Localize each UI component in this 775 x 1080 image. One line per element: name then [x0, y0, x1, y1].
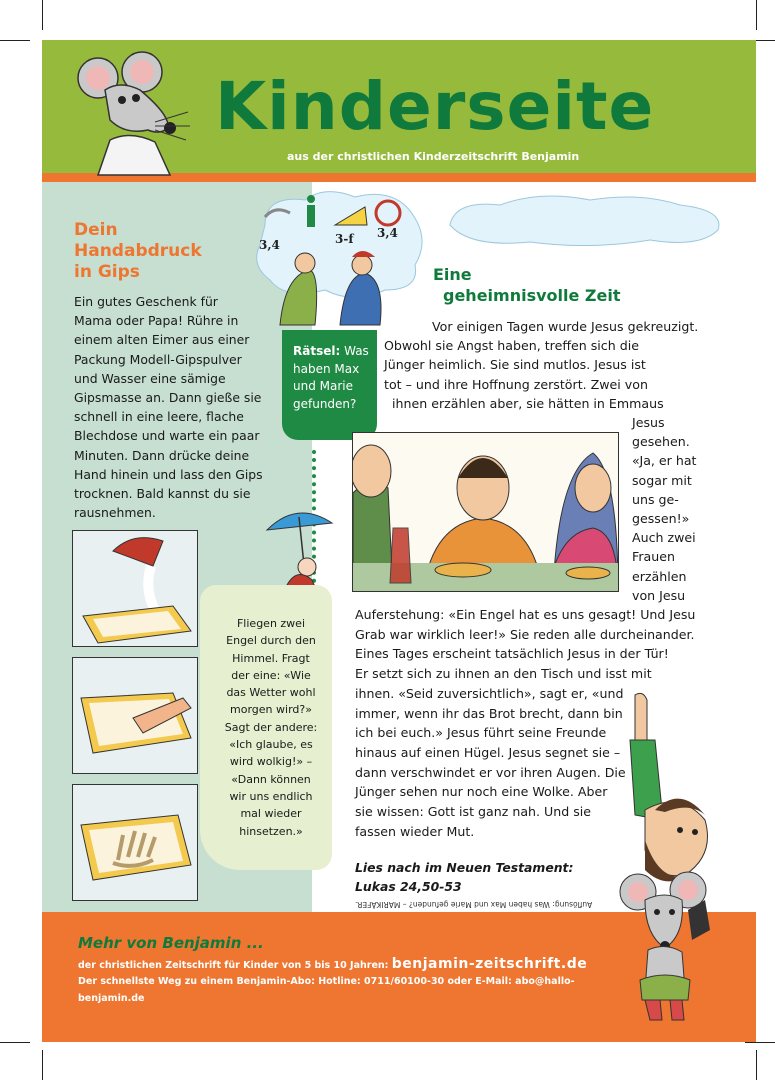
text-line: schnell in eine leere, flache	[74, 409, 244, 425]
heading-line: Dein	[74, 220, 118, 240]
text-line: «Ja, er hat	[632, 453, 697, 469]
text-line: einem alten Eimer aus einer	[74, 332, 250, 348]
crop-mark	[0, 1042, 30, 1043]
text-line: und Wasser eine sämige	[74, 370, 226, 386]
text-line: dann verschwindet er vor ihren Augen. Die	[355, 764, 626, 780]
story-heading	[433, 264, 621, 306]
text-line: Jünger sehen nur noch eine Wolke. Aber	[355, 784, 608, 800]
text-line: sogar mit	[632, 472, 692, 488]
puzzle-label: Rätsel:	[293, 344, 341, 358]
crop-mark	[756, 1050, 757, 1080]
text-line: Vor einigen Tagen wurde Jesus gekreuzigt.	[432, 319, 699, 334]
text-line: Ein gutes Geschenk für	[74, 294, 218, 309]
text-line: wir uns endlich	[229, 789, 313, 803]
text-line: Frauen	[632, 549, 675, 565]
text-line: hinsetzen.»	[239, 824, 303, 838]
crop-mark	[745, 1042, 775, 1043]
step-2-hand-press-illustration	[72, 657, 198, 774]
angel-joke	[212, 615, 330, 840]
text-line: ihnen erzählen aber, sie hätten in Emmaus	[392, 395, 664, 411]
text-line: Himmel. Fragt	[232, 651, 310, 665]
text-line: das Wetter wohl	[226, 686, 316, 700]
text-line: «Ich glaube, es	[229, 738, 313, 752]
text-line: Jünger heimlich. Sie sind mutlos. Jesus ist	[384, 357, 646, 373]
mouse-mascot-illustration	[70, 50, 200, 180]
page-title: Kinderseite	[215, 68, 655, 145]
text-line: Mama oder Papa! Rühre in	[74, 313, 239, 329]
answer-note: Auflösung: Was haben Max und Marie gefunden? – MARIKÄFER.	[355, 900, 593, 909]
text-line: «Dann können	[231, 772, 311, 786]
emmaus-dinner-illustration	[352, 432, 619, 592]
text-line: gessen!»	[632, 511, 690, 527]
text-line: gefunden?	[293, 396, 357, 411]
text-line: ihnen. «Seid zuversichtlich», sagt er, «und	[355, 685, 624, 701]
text-line: Grab war wirklich leer!» Sie reden alle durcheinander.	[355, 626, 695, 642]
heading-line: Eine	[433, 265, 472, 284]
text-line: Lukas 24,50-53	[355, 879, 462, 894]
text-line: fassen wieder Mut.	[355, 823, 475, 839]
footer-line-1	[78, 956, 587, 972]
text-line: gesehen.	[632, 434, 690, 450]
footer-text: der christlichen Zeitschrift für Kinder von 5 bis 10 Jahren:	[78, 960, 389, 971]
clue-number: 3,4	[259, 238, 280, 252]
text-line: tot – und ihre Hoffnung zerstört. Zwei von	[384, 376, 648, 392]
story-side-column	[632, 413, 752, 605]
footer-title: Mehr von Benjamin ...	[78, 934, 264, 952]
page-subtitle: aus der christlichen Kinderzeitschrift Benjamin	[287, 150, 580, 163]
crop-mark	[0, 40, 30, 41]
text-line: von Jesu	[632, 587, 686, 603]
text-line: Auch zwei	[632, 530, 696, 546]
text-line: ich bei euch.» Jesus führt seine Freunde	[355, 725, 607, 741]
text-line: Gipsmasse an. Dann gieße sie	[74, 390, 262, 406]
text-line: Auferstehung: «Ein Engel hat es uns gesagt! Und Jesu	[355, 607, 696, 622]
puzzle-question	[293, 343, 373, 413]
text-line: Was	[344, 344, 369, 358]
text-line: hinaus auf einen Hügel. Jesus segnet sie –	[355, 744, 621, 760]
handprint-heading	[74, 220, 202, 283]
heading-line: in Gips	[74, 262, 140, 282]
text-line: Jesus	[632, 415, 665, 430]
clue-number: 3,4	[377, 226, 398, 240]
text-line: haben Max	[293, 361, 360, 376]
text-line: Er setzt sich zu ihnen an den Tisch und isst mit	[355, 666, 652, 682]
heading-line: geheimnisvolle Zeit	[443, 286, 621, 305]
crop-mark	[42, 1050, 43, 1080]
handprint-instructions	[74, 292, 274, 522]
story-paragraph-top	[384, 317, 744, 413]
text-line: Obwohl sie Angst haben, treffen sich die	[384, 338, 639, 354]
text-line: Eines Tages erscheint tatsächlich Jesus in der Tür!	[355, 646, 669, 662]
step-3-handprint-illustration	[72, 784, 198, 901]
text-line: sie wissen: Gott ist ganz nah. Und sie	[355, 804, 592, 820]
website-link[interactable]: benjamin-zeitschrift.de	[391, 956, 588, 972]
heading-line: Handabdruck	[74, 241, 202, 261]
text-line: immer, wenn ihr das Brot brecht, dann bin	[355, 705, 623, 721]
footer-line-2: Der schnellste Weg zu einem Benjamin-Abo: Hotline: 0711/60100-30 oder E-Mail: abo@hallo-	[78, 976, 575, 987]
cloud-illustration	[440, 190, 730, 250]
text-line: wird wolkig!» –	[229, 755, 313, 769]
text-line: trocknen. Bald kannst du sie	[74, 486, 251, 502]
text-line: der eine: «Wie	[231, 668, 311, 682]
text-line: Fliegen zwei	[236, 617, 306, 630]
step-1-pouring-illustration	[72, 530, 198, 647]
text-line: Lies nach im Neuen Testament:	[355, 860, 574, 875]
crop-mark	[756, 0, 757, 30]
text-line: rausnehmen.	[74, 505, 156, 521]
footer-line-3: benjamin.de	[78, 993, 145, 1004]
pointing-man-illustration	[605, 690, 715, 890]
text-line: morgen wird?»	[230, 703, 312, 717]
text-line: Minuten. Dann drücke deine	[74, 447, 250, 463]
puzzle-cloud-illustration	[245, 185, 430, 335]
text-line: mal wieder	[240, 807, 302, 821]
mouse-phone-illustration	[610, 870, 720, 1030]
text-line: erzählen	[632, 568, 687, 584]
text-line: Sagt der andere:	[224, 720, 318, 734]
text-line: Blechdose und warte ein paar	[74, 428, 260, 444]
text-line: uns ge-	[632, 491, 679, 507]
text-line: Packung Modell-Gipspulver	[74, 351, 242, 367]
text-line: Engel durch den	[226, 634, 316, 648]
clue-number: 3-f	[335, 232, 354, 246]
text-line: und Marie	[293, 379, 353, 393]
crop-mark	[42, 0, 43, 30]
bible-reference	[355, 858, 573, 896]
text-line: Hand hinein und lass den Gips	[74, 466, 263, 482]
